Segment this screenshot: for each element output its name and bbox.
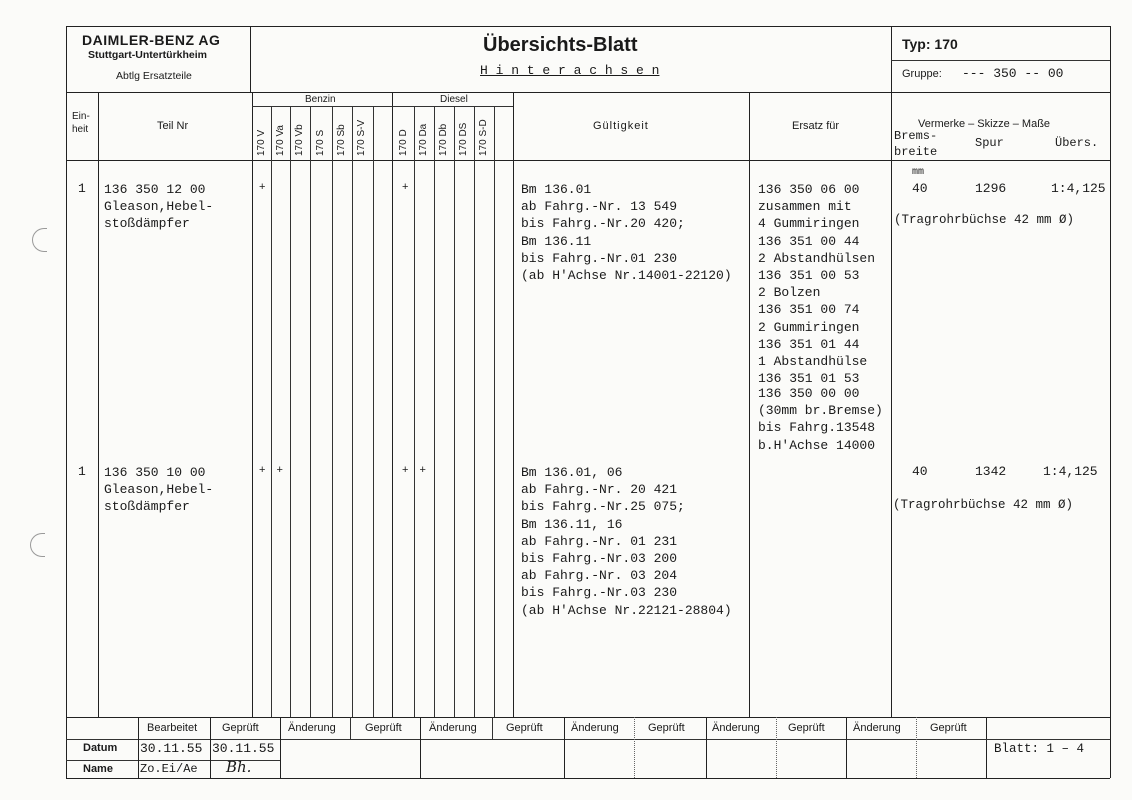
bremsbreite-header: Brems- breite xyxy=(894,129,938,159)
row-diesel-mark: + xyxy=(402,181,409,193)
model-170-v: 170 V xyxy=(256,129,267,156)
model-170-db: 170 Db xyxy=(438,123,449,156)
row-uebers: 1:4,125 xyxy=(1043,464,1098,479)
spur-header: Spur xyxy=(975,136,1004,150)
footer-aenderung: Änderung xyxy=(429,722,477,734)
page-title: Übersichts-Blatt xyxy=(483,34,638,56)
row-einheit: 1 xyxy=(78,464,86,479)
footer-name-label: Name xyxy=(83,763,113,775)
footer-datum-label: Datum xyxy=(83,742,118,754)
datum-geprueft: 30.11.55 xyxy=(212,741,275,756)
einheit-header: Ein- heit xyxy=(72,111,90,135)
footer-bearbeitet: Bearbeitet xyxy=(147,722,198,734)
row-uebers: 1:4,125 xyxy=(1051,181,1106,196)
footer-geprueft: Geprüft xyxy=(506,722,543,734)
footer-geprueft: Geprüft xyxy=(365,722,402,734)
row-diesel-mark: + + xyxy=(402,464,430,476)
name-bearbeitet: Zo.Ei/Ae xyxy=(140,762,198,776)
footer-geprueft: Geprüft xyxy=(648,722,685,734)
row-bremsbreite: 40 xyxy=(912,181,928,196)
row-ersatz-fuer-extra: 136 350 00 00 (30mm br.Bremse) bis Fahrg.13548 b.H'Achse 14000 xyxy=(758,386,883,453)
benzin-header: Benzin xyxy=(305,94,336,105)
footer-aenderung: Änderung xyxy=(712,722,760,734)
model-170-va: 170 Va xyxy=(275,125,286,156)
sheet-number: Blatt: 1 – 4 xyxy=(994,742,1085,756)
company-name: DAIMLER-BENZ AG xyxy=(82,32,221,48)
diesel-header: Diesel xyxy=(440,94,468,105)
row-bremsbreite: 40 xyxy=(912,464,928,479)
footer-aenderung: Änderung xyxy=(853,722,901,734)
model-170-d: 170 D xyxy=(398,129,409,156)
row-gueltigkeit: Bm 136.01, 06 ab Fahrg.-Nr. 20 421 bis Fahrg.-Nr.25 075; Bm 136.11, 16 ab Fahrg.-Nr. 01 231 bis Fahrg.-Nr.03 200 ab Fahrg.-Nr. 03 204 bis Fahrg.-Nr.03 230 (ab H'Achse Nr.22121-28804) xyxy=(521,465,732,618)
punch-hole-top xyxy=(32,228,47,252)
row-gueltigkeit: Bm 136.01 ab Fahrg.-Nr. 13 549 bis Fahrg.-Nr.20 420; Bm 136.11 bis Fahrg.-Nr.01 230 (ab H'Achse Nr.14001-22120) xyxy=(521,182,732,284)
name-geprueft-signature: Bh. xyxy=(226,758,252,776)
group-value: --- 350 -- 00 xyxy=(962,66,1064,81)
ersatz-fuer-header: Ersatz für xyxy=(792,120,840,132)
type-label: Typ: 170 xyxy=(902,36,958,52)
row-einheit: 1 xyxy=(78,181,86,196)
row-benzin-mark: + xyxy=(259,181,266,193)
model-170-ds: 170 DS xyxy=(458,122,469,156)
company-location: Stuttgart-Untertürkheim xyxy=(88,49,208,61)
row-spur: 1296 xyxy=(975,181,1007,196)
gueltigkeit-header: Gültigkeit xyxy=(593,120,649,132)
uebers-header: Übers. xyxy=(1055,136,1099,150)
footer-geprueft: Geprüft xyxy=(788,722,825,734)
group-label: Gruppe: xyxy=(902,68,942,80)
footer-aenderung: Änderung xyxy=(571,722,619,734)
row-spur: 1342 xyxy=(975,464,1007,479)
footer-geprueft: Geprüft xyxy=(222,722,259,734)
datum-bearbeitet: 30.11.55 xyxy=(140,741,203,756)
row-benzin-mark: + + xyxy=(259,464,287,476)
row-note: (Tragrohrbüchse 42 mm Ø) xyxy=(893,498,1074,512)
row-teil-nr: 136 350 10 00 Gleason,Hebel- stoßdämpfer xyxy=(104,465,214,515)
model-170-sb: 170 Sb xyxy=(336,124,347,156)
row-teil-nr: 136 350 12 00 Gleason,Hebel- stoßdämpfer xyxy=(104,182,214,232)
punch-hole-bottom xyxy=(30,533,45,557)
model-170-da: 170 Da xyxy=(418,123,429,156)
model-170-s-v: 170 S-V xyxy=(356,119,367,156)
model-170-vb: 170 Vb xyxy=(294,124,305,156)
row-unit: mm xyxy=(912,167,925,178)
row-ersatz-fuer: 136 350 06 00 zusammen mit 4 Gummiringen 136 351 00 44 2 Abstandhülsen 136 351 00 53 2 Bolzen 136 351 00 74 2 Gummiringen 136 351 01 44 1 Abstandhülse 136 351 01 53 xyxy=(758,182,876,387)
footer-aenderung: Änderung xyxy=(288,722,336,734)
page-subtitle: H i n t e r a c h s e n xyxy=(480,63,660,78)
department: Abtlg Ersatzteile xyxy=(116,70,192,82)
row-note: (Tragrohrbüchse 42 mm Ø) xyxy=(894,213,1075,227)
model-170-s: 170 S xyxy=(315,129,326,156)
model-170-s-d: 170 S-D xyxy=(478,119,489,156)
footer-geprueft: Geprüft xyxy=(930,722,967,734)
teil-nr-header: Teil Nr xyxy=(157,120,189,132)
vermerke-header: Vermerke – Skizze – Maße xyxy=(918,118,1051,130)
